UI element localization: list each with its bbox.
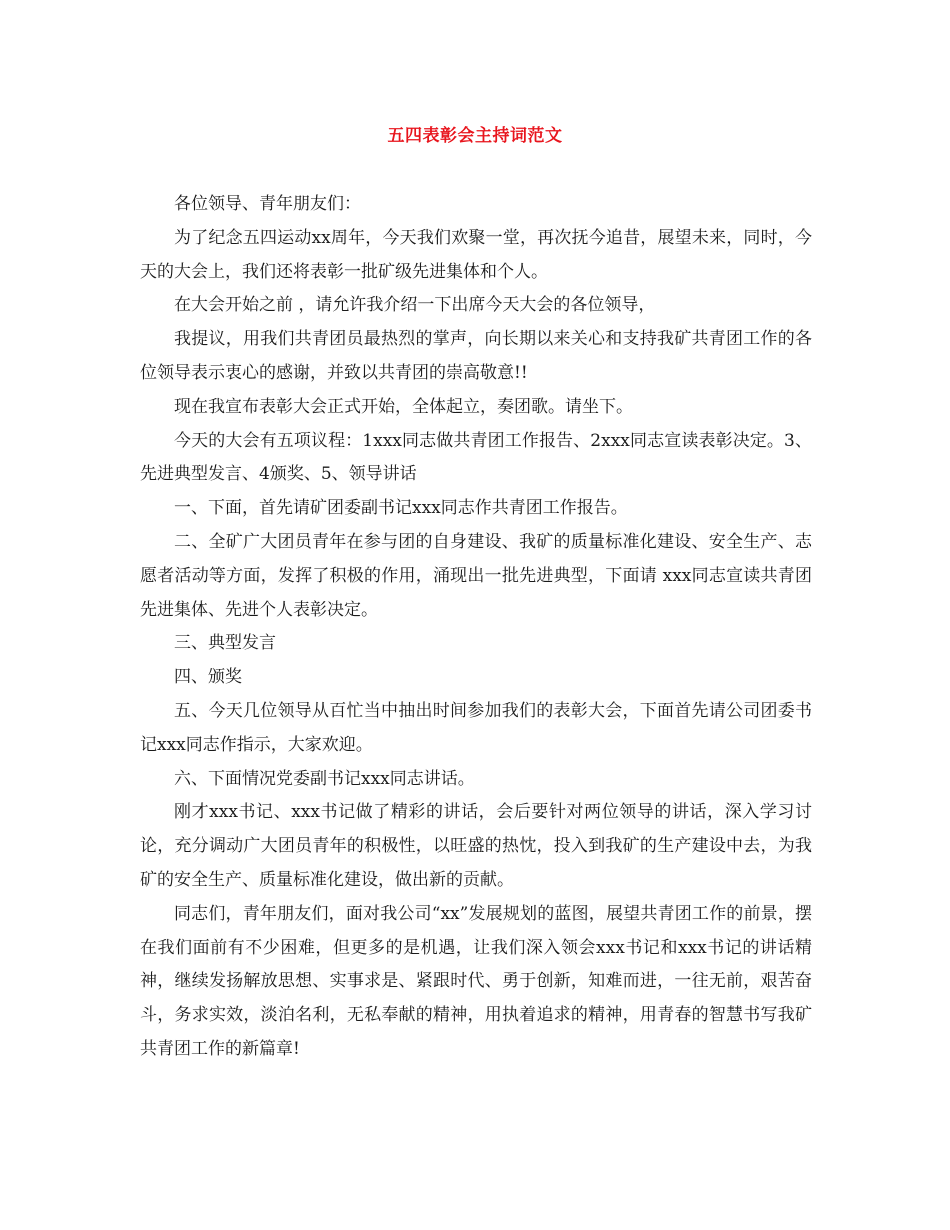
document-body (140, 188, 812, 1067)
paragraph: 为了纪念五四运动xx周年，今天我们欢聚一堂，再次抚今追昔，展望未来，同时，今天的大会上，我们还将表彰一批矿级先进集体和个人。 (140, 227, 812, 282)
agenda-item-3: 三、典型发言 (174, 633, 276, 654)
paragraph-greeting: 各位领导、青年朋友们： (174, 194, 361, 214)
paragraph: 在大会开始之前 ，请允许我介绍一下出席今天大会的各位领导， (174, 295, 656, 316)
paragraph-closing: 同志们，青年朋友们，面对我公司“xx”发展规划的蓝图，展望共青团工作的前景，摆在我们面前有不少困难，但更多的是机遇，让我们深入领会xxx书记和xxx书记的讲话精神，继续发扬解放思想、实事求是、紧跟时代、勇于创新，知难而进，一往无前，艰苦奋斗，务求实效，淡泊名利，无私奉献的精神，用执着追求的精神，用青春的智慧书写我矿共青团工作的新篇章! (140, 903, 812, 1059)
agenda-item-1: 一、下面，首先请矿团委副书记xxx同志作共青团工作报告。 (174, 498, 628, 519)
agenda-item-6: 六、下面情况党委副书记xxx同志讲话。 (174, 768, 475, 789)
paragraph: 我提议，用我们共青团员最热烈的掌声，向长期以来关心和支持我矿共青团工作的各位领导表示衷心的感谢，并致以共青团的崇高敬意!! (140, 329, 812, 383)
document-title: 五四表彰会主持词范文 (387, 126, 563, 146)
agenda-item-4: 四、颁奖 (174, 667, 242, 688)
agenda-item-5: 五、今天几位领导从百忙当中抽出时间参加我们的表彰大会，下面首先请公司团委书记xxx同志作指示，大家欢迎。 (140, 700, 812, 755)
paragraph: 现在我宣布表彰大会正式开始，全体起立，奏团歌。请坐下。 (174, 396, 633, 417)
paragraph: 刚才xxx书记、xxx书记做了精彩的讲话，会后要针对两位领导的讲话，深入学习讨论，充分调动广大团员青年的积极性，以旺盛的热忱，投入到我矿的生产建设中去，为我矿的安全生产、质量标准化建设，做出新的贡献。 (140, 802, 812, 890)
agenda-item-2: 二、全矿广大团员青年在参与团的自身建设、我矿的质量标准化建设、安全生产、志愿者活动等方面，发挥了积极的作用，涌现出一批先进典型，下面请 xxx同志宣读共青团先进集体、先进个人表彰决定。 (140, 531, 812, 620)
paragraph-agenda: 今天的大会有五项议程：1xxx同志做共青团工作报告、2xxx同志宣读表彰决定。3、先进典型发言、4颁奖、5、领导讲话 (140, 430, 812, 485)
